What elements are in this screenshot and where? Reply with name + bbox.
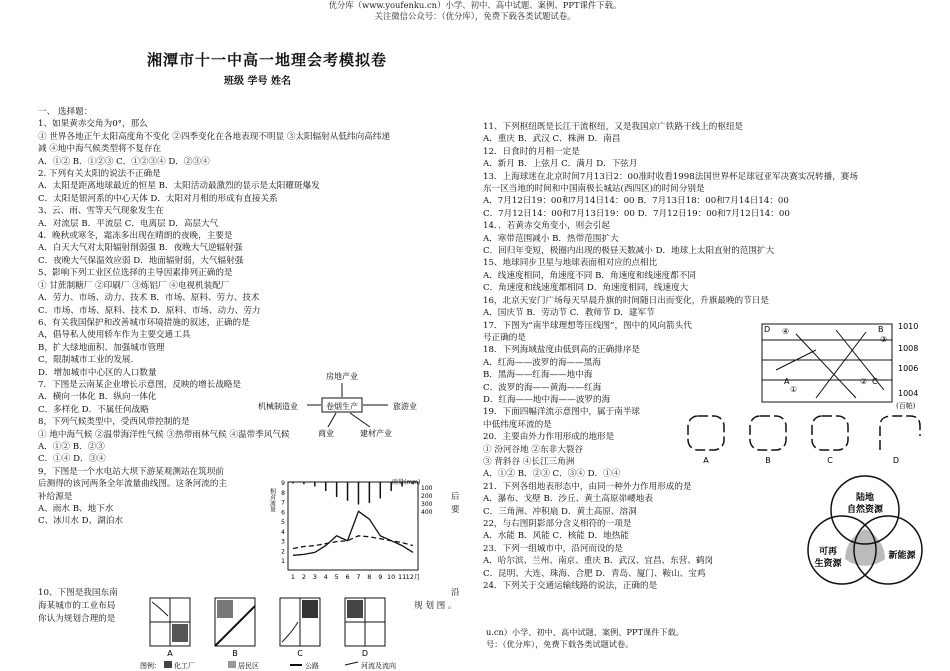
right-column-line: 中低纬度环流的是	[483, 419, 552, 430]
isobar-label-4: ④	[782, 327, 790, 336]
venn-top-line1: 陆地	[855, 493, 875, 503]
isobar-value-1008: 1008	[898, 344, 919, 353]
current-b	[750, 416, 786, 450]
q10-line1: 10、下图是我国东南	[38, 588, 118, 598]
q10-line3: 你认为规划合理的是	[38, 614, 116, 624]
left-column-line: 4．晚秋或寒冬，霜冻多出现在晴朗的夜晚，主要是	[38, 231, 233, 242]
footer-line1: u.cn）小学、初中、高中试题、案例、PPT课件下载。	[486, 627, 684, 637]
isobar-label-a: A	[784, 377, 790, 386]
right-column-line: C．波罗的海——黄海——红海	[483, 382, 602, 393]
current-c	[812, 416, 848, 450]
right-column-line: 19．下面四幅洋流示意图中，属于南半球	[483, 407, 641, 418]
left-column-line: A、雨水 B、地下水	[38, 504, 114, 514]
left-label: 机械制造业	[258, 402, 298, 411]
left-column-line: A．太阳是距离地球最近的恒星 B．太阳活动最激烈的显示是太阳耀斑爆发	[38, 181, 320, 192]
right-column-line: A．线速度相同，角速度不同 B．角速度和线速度都不同	[483, 270, 696, 281]
map-legend	[140, 661, 396, 670]
x-tick-label: 8	[367, 573, 372, 581]
venn-right: 新能源	[888, 551, 916, 561]
right-column-line: 号正确的是	[483, 332, 526, 343]
legend-river: 河流及流向	[361, 662, 396, 670]
x-tick-label: 7	[356, 573, 361, 581]
y2-tick-label: 400	[421, 509, 433, 516]
x-tick-label: 2	[301, 573, 306, 581]
y-tick-label: 6	[281, 509, 285, 517]
x-tick-label: 12月	[405, 573, 421, 581]
y-tick-label: 9	[281, 480, 285, 487]
left-column-line: A．白天大气对太阳辐射削弱强 B．夜晚大气逆辐射强	[38, 243, 243, 254]
x-tick-label: 10	[387, 573, 396, 581]
left-column-line: C，限制城市工业的发展.	[38, 355, 134, 366]
q9-right-text-1: 后	[451, 492, 460, 502]
left-column-line: 9，下图是一个水电站大坝下游某观测站在筑坝前	[38, 466, 224, 477]
isobar-label-d: D	[764, 325, 771, 334]
right-column-line: A．新月 B．上弦月 C．满月 D．下弦月	[483, 159, 638, 170]
x-tick-label: 6	[345, 573, 350, 581]
left-column-line: C．多样化 D．不属任何战略	[38, 404, 149, 415]
left-column-line: C．太阳是银河系的中心天体 D．太阳对月相的形成有直接关系	[38, 193, 278, 204]
y2-tick-label: 200	[421, 493, 433, 500]
right-column-line: B．黑海——红海——地中海	[483, 370, 593, 381]
ocean-current-diagrams	[684, 412, 944, 467]
isobar-diagram	[756, 320, 936, 410]
current-c-label: C	[827, 456, 833, 465]
right-column-line: A．寒带范围减小 B．热带范围扩大	[483, 233, 619, 244]
venn-top-line2: 自然资源	[846, 505, 884, 515]
right-column-line: 东一区当地的时间和中国南极长城站(西四区)的时间分别是	[483, 184, 705, 195]
x-tick-label: 11	[397, 573, 407, 581]
right-column-line: C．回归年变短，极圈内出现的极昼天数减小 D．地球上太阳直射的范围扩大	[483, 246, 775, 257]
legend-prefix: 图例：	[140, 662, 161, 670]
right-column-line: A．哈尔滨、兰州、南京、重庆 B．武汉、宜昌、东营、鹤岗	[483, 556, 714, 567]
x-tick-label: 1	[290, 573, 296, 581]
right-column-line: C．昆明、大连、珠海、合肥 D．青岛、厦门、鞍山、宝鸡	[483, 568, 706, 579]
left-column-line: A．①② B．②③	[38, 441, 105, 452]
map-d-label: D	[361, 649, 369, 658]
river-flow-chart	[268, 478, 448, 588]
current-a	[688, 416, 724, 450]
right-column-line: 22，与右图阴影部分含义相符的一项是	[483, 519, 632, 529]
legend-residential: 居民区	[238, 662, 259, 670]
map-a	[150, 598, 190, 658]
left-column-line: C．市场、市场、原料、技术 D．原料、市场、动力、劳力	[38, 305, 261, 316]
map-c-label: C	[297, 649, 303, 658]
isobar-value-1006: 1006	[898, 364, 919, 373]
map-c	[280, 598, 320, 658]
left-column-line: 一、 选择题：	[38, 107, 93, 117]
left-column-line: 8，下列气候类型中，受西风带控制的是	[38, 417, 190, 428]
left-column-line: A．①② B．①②③ C．①②③④ D．②③④	[38, 156, 210, 167]
left-column-line: 后测得的该河两条全年流量曲线图。这条河流的主	[38, 479, 228, 490]
venn-left-line2: 生资源	[814, 559, 842, 569]
bottom-left-label: 商业	[318, 429, 334, 438]
left-column-line: C、冰川水 D、湖泊水	[38, 516, 123, 527]
map-b	[215, 598, 255, 658]
right-label: 旅游业	[393, 402, 417, 411]
student-info-line: 班级 学号 姓名	[224, 76, 291, 87]
y-tick-label: 1	[281, 558, 285, 566]
left-column-line: C．①④ D．③④	[38, 454, 106, 465]
right-column-line: 15、地球同步卫星与地球表面相对应的点相比	[483, 258, 658, 269]
right-column-line: 14．．若黄赤交角变小，则会引起	[483, 221, 610, 232]
current-a-label: A	[703, 456, 709, 465]
x-tick-label: 5	[334, 573, 339, 581]
right-column-line: 16，北京天安门广场每天早晨升旗的时间随日出而变化，升旗最晚的节日是	[483, 295, 769, 306]
legend-chemical: 化工厂	[174, 662, 195, 670]
q10-city-layout-maps	[140, 596, 440, 671]
right-column-line: A．①② B．②③ C．③④ D．①④	[483, 469, 621, 480]
right-column-line: 17．下图为“南半球理想等压线图”，图中的风向箭头代	[483, 320, 692, 331]
left-column-line: ① 地中海气候 ②温带海洋性气候 ③热带雨林气候 ④温带季风气候	[38, 429, 290, 440]
right-column-line: 20．主要由外力作用形成的地形是	[483, 432, 615, 443]
y-axis-label: 相对流量	[268, 488, 276, 512]
left-column-line: 补给源是	[38, 491, 73, 502]
left-column-line: A．劳力、市场、动力、技术 B．市场、原料、劳力、技术	[38, 293, 260, 304]
current-d	[880, 416, 920, 450]
isobar-label-2: ②	[860, 377, 868, 386]
y2-axis-label: 雨量(mm)	[392, 479, 421, 486]
left-column-line: 1、如果黄赤交角为0°，那么	[38, 119, 148, 130]
isobar-value-1004: 1004	[898, 389, 919, 398]
right-column-line: A．水能 B．风能 C．核能 D．地热能	[483, 531, 629, 542]
left-column-line: ① 甘蔗制糖厂 ②印刷厂 ③炼铝厂 ④电视机装配厂	[38, 280, 230, 291]
bottom-right-label: 建材产业	[360, 429, 392, 438]
current-b-label: B	[765, 456, 771, 465]
q10-line1-right: 沿	[451, 588, 460, 598]
venn-left-line1: 可再	[818, 547, 838, 557]
y-tick-label: 8	[281, 489, 285, 497]
map-a-label: A	[167, 649, 173, 658]
site-header-line2: 关注微信公众号：（优分库），免费下载各类试题试卷。	[374, 11, 576, 21]
top-label: 房地产业	[326, 372, 358, 381]
right-column-line: 13．上海球迷在北京时间7月13日2：00准时收看1998法国世界杯足球冠亚军决赛实况转播，赛场	[483, 171, 858, 182]
right-column-line: 21．下列各组地表形态中，由同一种外力作用形成的是	[483, 481, 692, 492]
left-column-line: ① 世界各地正午太阳高度角不变化 ②四季变化在各地表现不明显 ③太阳辐射从低纬向高纬递	[38, 131, 390, 142]
x-tick-label: 4	[323, 573, 328, 581]
legend-road: 公路	[305, 662, 319, 670]
x-tick-label: 9	[378, 573, 383, 581]
flow-series-1	[293, 511, 413, 555]
right-column-line: ① 汾河谷地 ②东非大裂谷	[483, 444, 583, 455]
current-d-label: D	[892, 456, 900, 465]
q10-line2: 海某城市的工业布局	[38, 601, 116, 611]
right-column-line: 24．下列关于交通运输线路的说法，正确的是	[483, 581, 658, 592]
y2-tick-label: 100	[421, 485, 433, 492]
left-column-line: B，扩大绿地面积、加强城市管理	[38, 342, 165, 353]
left-column-line: 7．下图是云南某企业增长示意图，反映的增长战略是	[38, 379, 242, 390]
y2-tick-label: 300	[421, 501, 433, 508]
right-column-line: A．瀑布、戈壁 B．沙丘、黄土高原峁崾地表	[483, 494, 653, 505]
right-column-line: C．7月12日14：00和7月13日19：00 D．7月12日19：00和7月12日14：00	[483, 208, 790, 219]
isobar-label-3: ③	[880, 335, 888, 344]
x-tick-label: 3	[312, 573, 317, 581]
isobar-value-1010: 1010	[898, 322, 919, 331]
left-column-line: 2. 下列有关太阳的说法不正确是	[38, 169, 161, 180]
isobar-unit: (百帕)	[896, 402, 916, 410]
right-column-line: 11、下列枢纽既是长江干流枢纽，又是我国京广铁路干线上的枢纽是	[483, 122, 744, 132]
map-b-label: B	[232, 649, 238, 658]
left-column	[38, 106, 468, 528]
right-column-line: 23．下列一组城市中，沿河而设的是	[483, 543, 623, 554]
left-column-line: A，倡导私人使用轿车作为主要交通工具	[38, 330, 191, 341]
y-tick-label: 4	[281, 528, 285, 536]
y-tick-label: 3	[281, 538, 285, 546]
right-column-line: C．三角洲、冲积扇 D．黄土高原、溶洞	[483, 506, 637, 517]
map-d	[345, 598, 385, 658]
q10-line2-right: 规 划 图 。	[414, 601, 457, 611]
left-column-line: D．增加城市中心区的人口数量	[38, 367, 157, 378]
left-column-line: C．夜晚大气保温效应弱 D．地面辐射弱，大气辐射强	[38, 255, 244, 266]
isobar-label-c: C	[872, 377, 878, 386]
right-column-line: A．红海——波罗的海——黑海	[483, 357, 601, 368]
right-column-line: 12．日食时的月相一定是	[483, 146, 580, 157]
left-column-line: A．对流层 B．平流层 C．电离层 D．高层大气	[38, 218, 219, 229]
isobar-label-1: ①	[790, 385, 798, 394]
page-title: 湘潭市十一中高一地理会考模拟卷	[147, 51, 388, 69]
y-tick-label: 7	[281, 499, 285, 507]
right-column-line: ③ 背斜谷 ④长江三角洲	[483, 456, 575, 467]
right-column-line: C．角速度和线速度都相同 D．角速度相同，线速度大	[483, 283, 689, 294]
right-column-line: D．红海——地中海——波罗的海	[483, 394, 611, 405]
right-column-line: A．7月12日19：00和7月14日14：00 B．7月13日18：00和7月14日14：00	[483, 196, 789, 207]
left-column-line: 减 ④地中海气候类型将不复存在	[38, 144, 162, 155]
left-column-line: A．横向一体化 B．纵向一体化	[38, 392, 157, 403]
y-tick-label: 5	[281, 519, 285, 527]
isobar-label-b: B	[878, 325, 884, 334]
right-column-line: A．国庆节 B．劳动节 C．教师节 D．建军节	[483, 308, 655, 319]
right-column-line: 18．下列海域盐度由低到高的正确排序是	[483, 345, 641, 356]
site-header-line1: 优分库（www.youfenku.cn）小学、初中、高中试题、案例、PPT课件下载。	[328, 0, 622, 10]
center-label: 卷烟生产	[326, 402, 358, 411]
left-column-line: 6、有关我国保护和改善城市环境措施的叙述，正确的是	[38, 317, 250, 328]
left-column-line: 5、影响下列工业区位选择的主导因素排列正确的是	[38, 268, 233, 279]
left-column-line: 3、云、雨、雪等天气现象发生在	[38, 206, 164, 217]
right-column-line: A．重庆 B．武汉 C．株洲 D．南昌	[483, 134, 621, 145]
resource-venn-diagram	[790, 474, 940, 589]
footer-line2: 号：（优分库），免费下载各类试题试卷。	[486, 639, 634, 649]
y-tick-label: 2	[281, 548, 285, 556]
industry-growth-diagram	[250, 370, 470, 445]
q9-right-text-2: 要	[451, 505, 460, 515]
